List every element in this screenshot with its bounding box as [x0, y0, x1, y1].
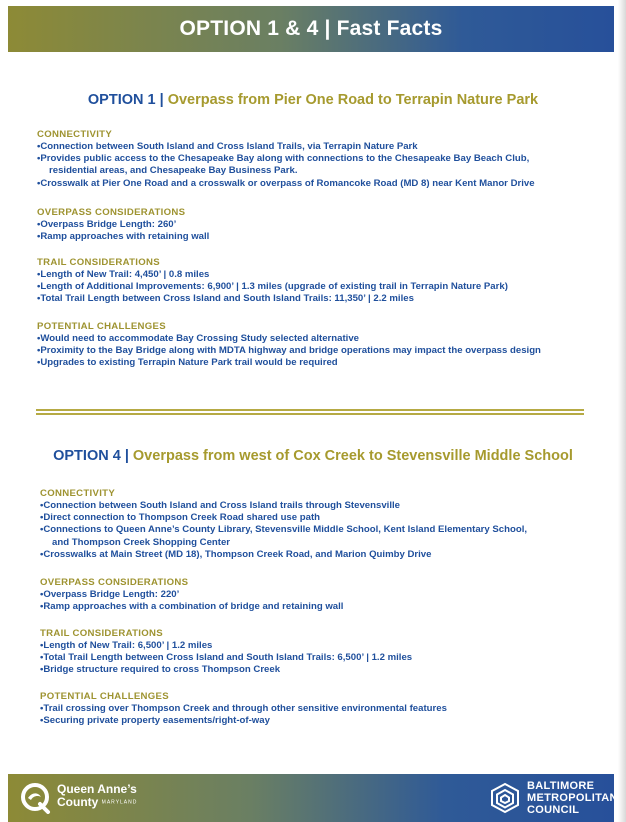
list-item: •Total Trail Length between Cross Island and South Island Trails: 11,350’ | 2.2 miles	[37, 293, 414, 305]
list-item: •Total Trail Length between Cross Island and South Island Trails: 6,500’ | 1.2 miles	[40, 652, 413, 664]
list-item: •Length of Additional Improvements: 6,900’ | 1.3 miles (upgrade of existing trail in Terrapin Nature Park)	[37, 281, 508, 293]
qa-state-text: MARYLAND	[101, 799, 138, 806]
bmc-line-1: BALTIMORE	[527, 780, 595, 792]
option-1-description: Overpass from Pier One Road to Terrapin Nature Park	[167, 92, 539, 108]
list-item: •Connection between South Island and Cross Island trails through Stevensville	[40, 500, 400, 511]
bmc-line-3: COUNCIL	[527, 804, 580, 816]
section-heading: TRAIL CONSIDERATIONS	[37, 257, 160, 268]
section-heading: CONNECTIVITY	[37, 129, 113, 140]
footer-banner	[8, 774, 618, 822]
list-item: •Length of New Trail: 4,450’ | 0.8 miles	[37, 269, 210, 280]
queen-annes-county-logo-icon	[20, 782, 52, 814]
option-4-trail	[40, 628, 412, 677]
section-heading: POTENTIAL CHALLENGES	[37, 321, 166, 332]
list-item: •Bridge structure required to cross Thompson Creek	[40, 664, 281, 676]
list-item: •Length of New Trail: 6,500’ | 1.2 miles	[40, 640, 213, 651]
option-4-overpass	[40, 577, 343, 613]
list-item: •Proximity to the Bay Bridge along with MDTA highway and bridge operations may impact the overpass design	[37, 345, 541, 357]
list-item: •Direct connection to Thompson Creek Road shared use path	[40, 512, 321, 524]
list-item: •Upgrades to existing Terrapin Nature Park trail would be required	[37, 357, 338, 369]
section-heading: OVERPASS CONSIDERATIONS	[40, 577, 189, 588]
section-divider	[36, 409, 584, 415]
qa-line-2	[57, 796, 137, 809]
option-4-description: Overpass from west of Cox Creek to Stevensville Middle School	[132, 448, 573, 464]
option-4-challenges	[40, 691, 447, 727]
list-item: •Would need to accommodate Bay Crossing Study selected alternative	[37, 333, 359, 344]
option-4-title	[0, 448, 626, 464]
list-item: •Crosswalk at Pier One Road and a crosswalk or overpass of Romancoke Road (MD 8) near Kent Manor Drive	[37, 177, 535, 189]
section-heading: TRAIL CONSIDERATIONS	[40, 628, 163, 639]
bmc-line-2: METROPOLITAN	[527, 792, 618, 804]
qa-county-text: County	[57, 795, 99, 809]
list-item: •Connection between South Island and Cross Island Trails, via Terrapin Nature Park	[37, 141, 418, 152]
section-heading: POTENTIAL CHALLENGES	[40, 691, 169, 702]
list-item: •Connections to Queen Anne’s County Library, Stevensville Middle School, Kent Island Elementary School,	[40, 524, 528, 536]
option-1-challenges	[37, 321, 541, 370]
page-edge-shadow	[618, 0, 626, 822]
list-item: and Thompson Creek Shopping Center	[52, 536, 231, 548]
section-heading: OVERPASS CONSIDERATIONS	[37, 207, 186, 218]
list-item: residential areas, and Chesapeake Bay Business Park.	[49, 165, 298, 177]
page-title: OPTION 1 & 4 | Fast Facts	[179, 17, 443, 40]
bmc-wordmark	[527, 780, 618, 816]
baltimore-metropolitan-council-logo-icon	[488, 782, 522, 814]
option-4-number: OPTION 4 |	[53, 448, 129, 464]
option-1-title	[0, 92, 626, 108]
option-1-trail	[37, 257, 508, 306]
option-4-connectivity	[40, 488, 527, 561]
list-item: •Overpass Bridge Length: 260’	[37, 219, 177, 230]
option-1-overpass	[37, 207, 209, 243]
qa-line-1: Queen Anne’s	[57, 782, 137, 796]
option-1-number: OPTION 1 |	[87, 92, 164, 108]
option-1-connectivity	[37, 129, 535, 190]
list-item: •Overpass Bridge Length: 220’	[40, 589, 180, 600]
list-item: •Securing private property easements/right-of-way	[40, 715, 270, 727]
list-item: •Ramp approaches with a combination of bridge and retaining wall	[40, 601, 344, 613]
list-item: •Trail crossing over Thompson Creek and through other sensitive environmental features	[40, 703, 447, 714]
queen-annes-county-wordmark	[57, 783, 137, 809]
list-item: •Ramp approaches with retaining wall	[37, 231, 210, 243]
header-banner	[8, 6, 614, 52]
list-item: •Crosswalks at Main Street (MD 18), Thompson Creek Road, and Marion Quimby Drive	[40, 548, 432, 560]
section-heading: CONNECTIVITY	[40, 488, 116, 499]
list-item: •Provides public access to the Chesapeake Bay along with connections to the Chesapeake Bay Beach Club,	[37, 153, 530, 165]
